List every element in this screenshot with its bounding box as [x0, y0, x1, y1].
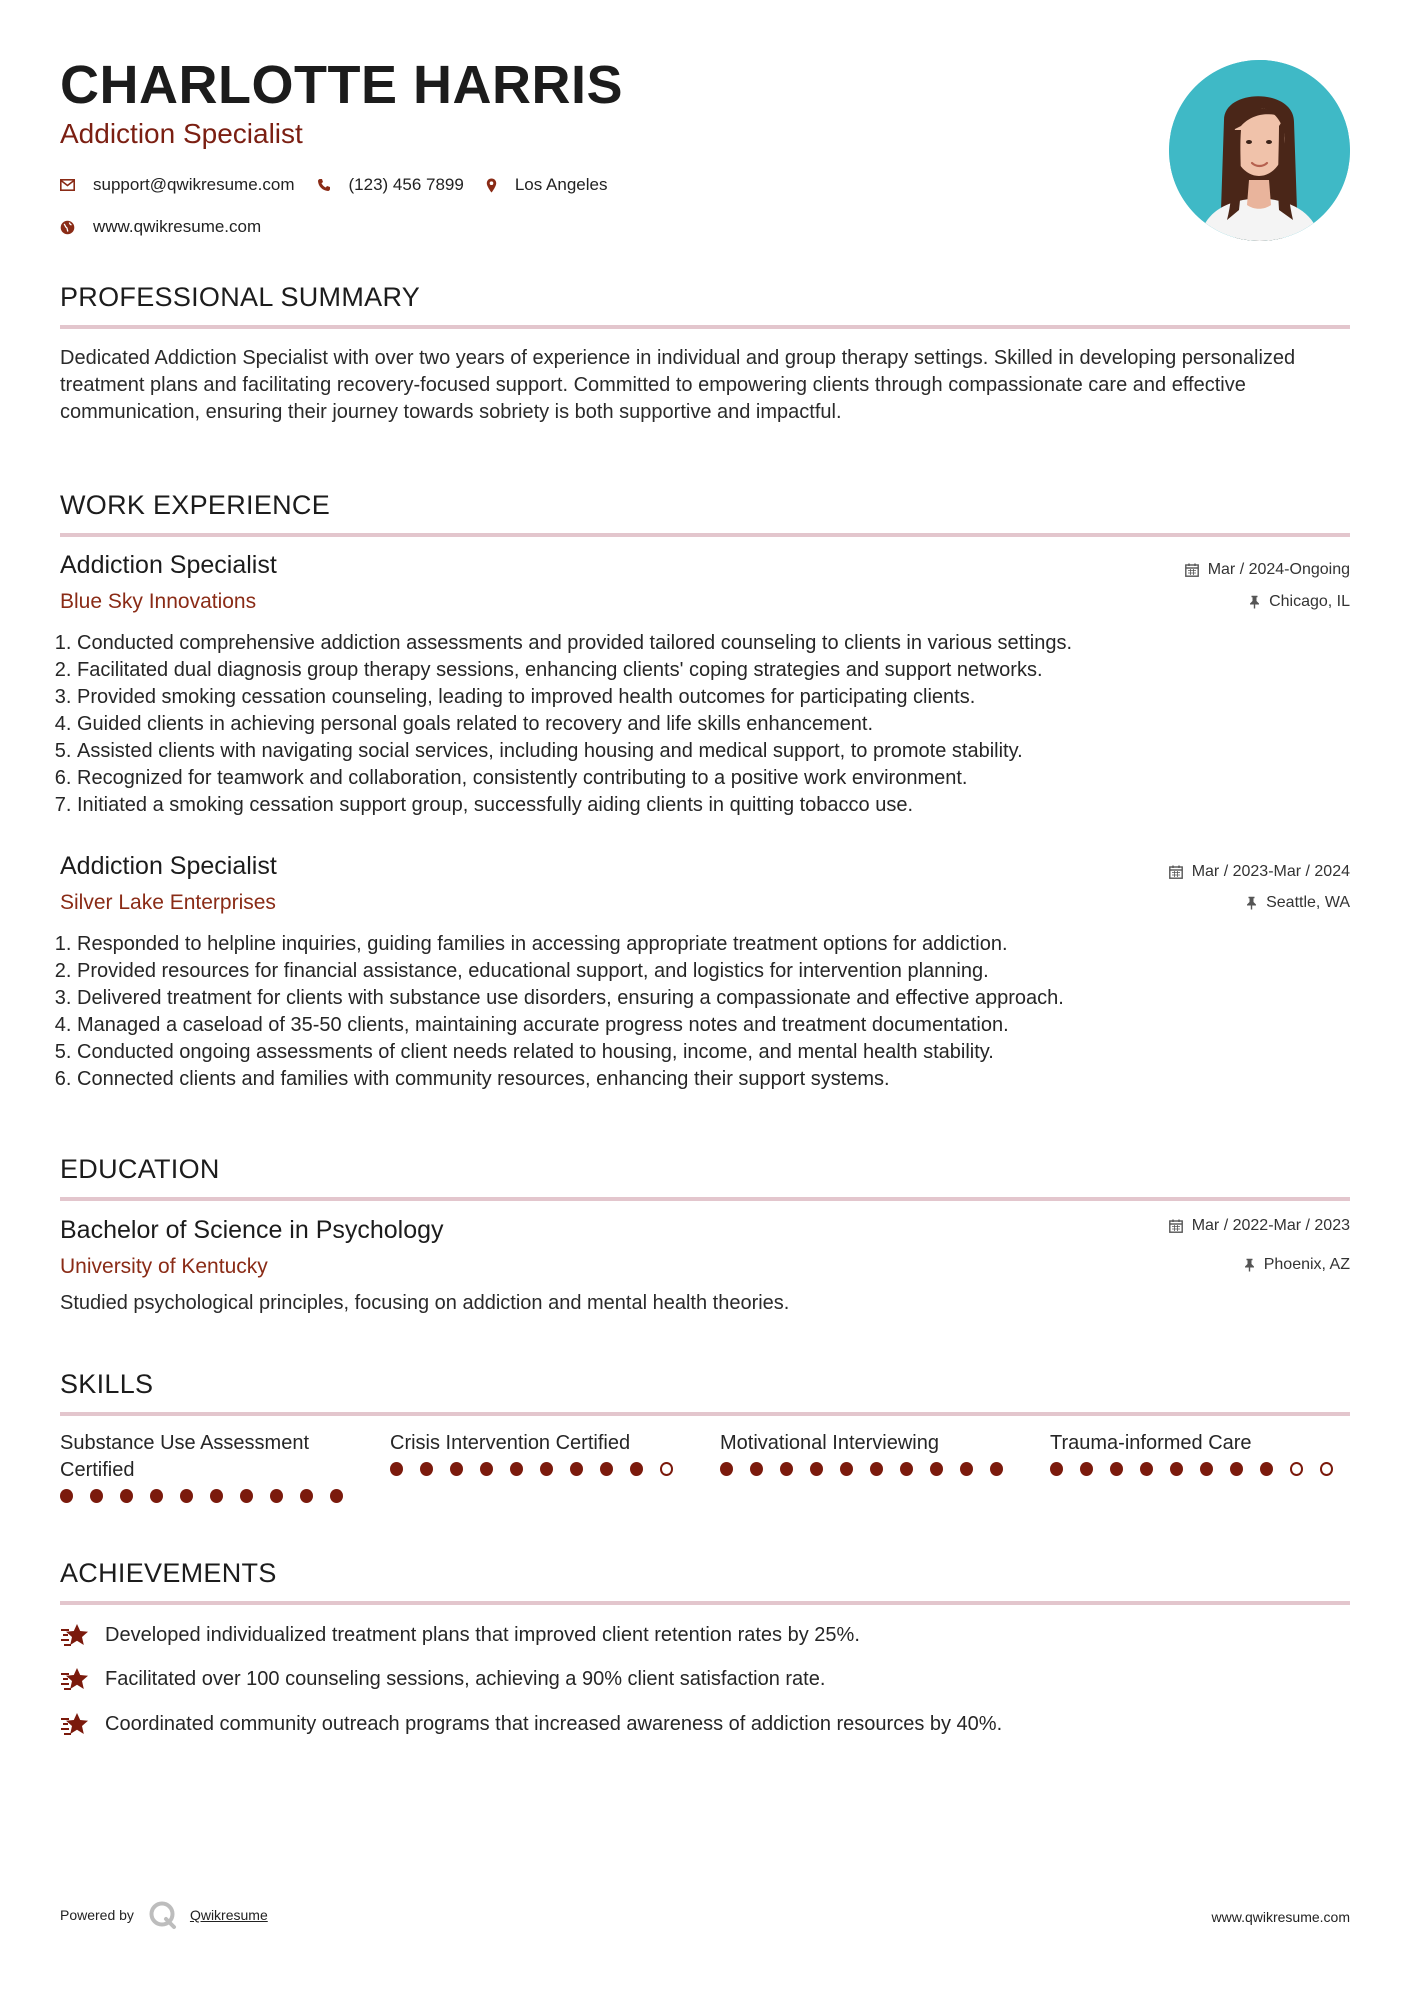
- rating-dot-filled: [720, 1462, 733, 1476]
- rating-dot-filled: [780, 1462, 793, 1476]
- education-dates: [1169, 1218, 1350, 1234]
- summary-section: [60, 284, 1350, 426]
- footer-website[interactable]: www.qwikresume.com: [1211, 1909, 1350, 1925]
- section-divider: [60, 533, 1350, 537]
- star-award-icon: [60, 1622, 92, 1648]
- education-section: [60, 1156, 1350, 1201]
- job-location: [1246, 895, 1350, 911]
- website-row: [60, 217, 283, 237]
- skill-item: [60, 1430, 360, 1503]
- rating-dot-filled: [840, 1462, 853, 1476]
- achievements-section: [60, 1560, 1350, 1605]
- list-item: 5. Assisted clients with navigating social services, including housing and medical support, to promote stability.: [77, 738, 1347, 765]
- list-item: 3. Provided smoking cessation counseling, leading to improved health outcomes for participating clients.: [77, 684, 1347, 711]
- rating-dot-filled: [750, 1462, 763, 1476]
- rating-dot-filled: [450, 1462, 463, 1476]
- list-item: 5. Conducted ongoing assessments of client needs related to housing, income, and mental health stability.: [77, 1039, 1347, 1066]
- contact-row: [60, 175, 629, 195]
- email-text: support@qwikresume.com: [93, 175, 295, 194]
- job-dates: [1169, 864, 1350, 880]
- job-title: Addiction Specialist: [60, 551, 277, 579]
- summary-heading: PROFESSIONAL SUMMARY: [60, 282, 421, 312]
- school-name: University of Kentucky: [60, 1255, 268, 1278]
- list-item: 4. Guided clients in achieving personal goals related to recovery and life skills enhancement.: [77, 711, 1347, 738]
- rating-dot-filled: [300, 1489, 313, 1503]
- rating-dot-empty: [660, 1462, 673, 1476]
- rating-dot-filled: [1170, 1462, 1183, 1476]
- rating-dot-filled: [900, 1462, 913, 1476]
- rating-dot-filled: [810, 1462, 823, 1476]
- job-dates-text: Mar / 2024-Ongoing: [1207, 561, 1350, 578]
- skill-item: [720, 1430, 1020, 1476]
- list-item: 6. Connected clients and families with community resources, enhancing their support systems.: [77, 1066, 1347, 1093]
- job-location: [1249, 594, 1350, 610]
- rating-dot-filled: [990, 1462, 1003, 1476]
- rating-dot-filled: [1260, 1462, 1273, 1476]
- location-text: Los Angeles: [514, 175, 608, 194]
- rating-dot-filled: [150, 1489, 163, 1503]
- section-divider: [60, 1412, 1350, 1416]
- achievement-item: [60, 1622, 860, 1648]
- skill-rating: [720, 1462, 1020, 1476]
- rating-dot-filled: [480, 1462, 493, 1476]
- skill-name: Crisis Intervention Certified: [390, 1432, 631, 1454]
- phone-text: (123) 456 7899: [348, 175, 464, 194]
- pushpin-icon: [1249, 595, 1260, 609]
- skill-item: [1050, 1430, 1350, 1476]
- section-divider: [60, 1601, 1350, 1605]
- candidate-name: CHARLOTTE HARRIS: [60, 55, 623, 115]
- skills-heading: SKILLS: [60, 1369, 154, 1399]
- education-dates-text: Mar / 2022-Mar / 2023: [1191, 1217, 1350, 1234]
- rating-dot-filled: [930, 1462, 943, 1476]
- achievement-text: Facilitated over 100 counseling sessions, achieving a 90% client satisfaction rate.: [105, 1667, 826, 1690]
- rating-dot-filled: [390, 1462, 403, 1476]
- section-divider: [60, 1197, 1350, 1201]
- rating-dot-filled: [330, 1489, 343, 1503]
- website-item[interactable]: [60, 217, 261, 237]
- rating-dot-filled: [1110, 1462, 1123, 1476]
- rating-dot-filled: [600, 1462, 613, 1476]
- list-item: 4. Managed a caseload of 35-50 clients, maintaining accurate progress notes and treatment documentation.: [77, 1012, 1347, 1039]
- list-item: 2. Provided resources for financial assistance, educational support, and logistics for intervention planning.: [77, 958, 1347, 985]
- achievement-item: [60, 1666, 825, 1692]
- rating-dot-filled: [570, 1462, 583, 1476]
- rating-dot-filled: [630, 1462, 643, 1476]
- skill-name: Substance Use Assessment Certified: [60, 1432, 310, 1481]
- skill-item: [390, 1430, 690, 1476]
- education-heading: EDUCATION: [60, 1154, 220, 1184]
- skill-rating: [1050, 1462, 1350, 1476]
- rating-dot-filled: [420, 1462, 433, 1476]
- skill-rating: [60, 1489, 360, 1503]
- list-item: 1. Responded to helpline inquiries, guiding families in accessing appropriate treatment options for addiction.: [77, 931, 1347, 958]
- brand-link[interactable]: Qwikresume: [189, 1907, 268, 1923]
- star-award-icon: [60, 1711, 92, 1737]
- rating-dot-empty: [1320, 1462, 1333, 1476]
- qwikresume-logo-icon: [148, 1900, 178, 1930]
- calendar-icon: [1185, 563, 1199, 577]
- education-location: [1244, 1257, 1350, 1273]
- company-name: Blue Sky Innovations: [60, 590, 257, 613]
- candidate-title: Addiction Specialist: [60, 118, 303, 149]
- list-item: 6. Recognized for teamwork and collaboration, consistently contributing to a positive work environment.: [77, 765, 1347, 792]
- portrait-illustration: [1169, 60, 1350, 241]
- experience-section: [60, 492, 1350, 537]
- rating-dot-filled: [1140, 1462, 1153, 1476]
- map-pin-icon: [486, 178, 497, 193]
- education-description: Studied psychological principles, focusing on addiction and mental health theories.: [60, 1292, 790, 1314]
- skills-section: [60, 1371, 1350, 1416]
- skill-name: Motivational Interviewing: [720, 1432, 939, 1454]
- phone-item[interactable]: [317, 175, 464, 195]
- rating-dot-filled: [960, 1462, 973, 1476]
- pushpin-icon: [1246, 896, 1257, 910]
- rating-dot-filled: [180, 1489, 193, 1503]
- achievement-text: Coordinated community outreach programs that increased awareness of addiction resources by 40%.: [105, 1712, 1003, 1735]
- job-bullets: [60, 630, 1347, 819]
- list-item: 3. Delivered treatment for clients with substance use disorders, ensuring a compassionate and effective approach.: [77, 985, 1347, 1012]
- achievements-heading: ACHIEVEMENTS: [60, 1558, 277, 1588]
- rating-dot-filled: [1230, 1462, 1243, 1476]
- phone-icon: [317, 178, 331, 192]
- location-item: [486, 175, 608, 195]
- achievement-text: Developed individualized treatment plans that improved client retention rates by 25%.: [105, 1623, 860, 1646]
- rating-dot-filled: [1050, 1462, 1063, 1476]
- list-item: 2. Facilitated dual diagnosis group therapy sessions, enhancing clients' coping strategies and support networks.: [77, 657, 1347, 684]
- skill-name: Trauma-informed Care: [1050, 1432, 1252, 1454]
- rating-dot-filled: [270, 1489, 283, 1503]
- job-dates: [1185, 562, 1350, 578]
- summary-text: Dedicated Addiction Specialist with over two years of experience in individual and group therapy settings. Skilled in developing personalized treatment plans and facilitating recovery-focused support. Committed to empowering clients through compassionate care and effective communication, ensuring their journey towards sobriety is both supportive and impactful.: [60, 347, 1296, 423]
- calendar-icon: [1169, 865, 1183, 879]
- rating-dot-filled: [540, 1462, 553, 1476]
- job-title: Addiction Specialist: [60, 852, 277, 880]
- job-location-text: Seattle, WA: [1266, 894, 1350, 911]
- degree-title: Bachelor of Science in Psychology: [60, 1216, 444, 1244]
- envelope-icon: [60, 179, 75, 191]
- rating-dot-filled: [120, 1489, 133, 1503]
- rating-dot-filled: [210, 1489, 223, 1503]
- rating-dot-filled: [1080, 1462, 1093, 1476]
- rating-dot-filled: [510, 1462, 523, 1476]
- rating-dot-filled: [240, 1489, 253, 1503]
- job-dates-text: Mar / 2023-Mar / 2024: [1191, 863, 1350, 880]
- website-text: www.qwikresume.com: [93, 217, 262, 236]
- globe-icon: [60, 220, 75, 235]
- rating-dot-filled: [870, 1462, 883, 1476]
- resume-page: [60, 0, 1350, 1990]
- list-item: 7. Initiated a smoking cessation support group, successfully aiding clients in quitting tobacco use.: [77, 792, 1347, 819]
- pushpin-icon: [1244, 1258, 1255, 1272]
- company-name: Silver Lake Enterprises: [60, 891, 276, 914]
- footer-powered-by: [60, 1900, 268, 1930]
- rating-dot-filled: [90, 1489, 103, 1503]
- rating-dot-filled: [1200, 1462, 1213, 1476]
- rating-dot-filled: [60, 1489, 73, 1503]
- section-divider: [60, 325, 1350, 329]
- powered-by-text: Powered by: [60, 1907, 134, 1923]
- calendar-icon: [1169, 1219, 1183, 1233]
- star-award-icon: [60, 1666, 92, 1692]
- job-location-text: Chicago, IL: [1269, 593, 1350, 610]
- email-item[interactable]: [60, 175, 295, 195]
- rating-dot-empty: [1290, 1462, 1303, 1476]
- skill-rating: [390, 1462, 690, 1476]
- list-item: 1. Conducted comprehensive addiction assessments and provided tailored counseling to clients in various settings.: [77, 630, 1347, 657]
- profile-photo: [1169, 60, 1350, 241]
- education-location-text: Phoenix, AZ: [1263, 1256, 1350, 1273]
- achievement-item: [60, 1711, 1002, 1737]
- experience-heading: WORK EXPERIENCE: [60, 490, 331, 520]
- job-bullets: [60, 931, 1347, 1093]
